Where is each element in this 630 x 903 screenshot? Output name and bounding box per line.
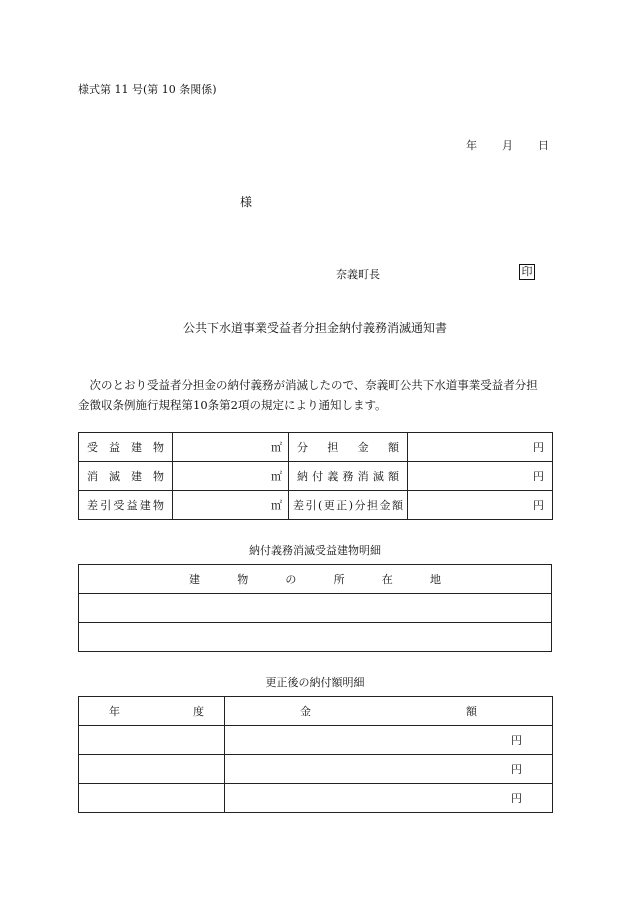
table-row: [79, 623, 552, 652]
yen-unit: 円: [533, 441, 544, 454]
location-cell[interactable]: [79, 623, 552, 652]
location-header: 建物の所在地: [79, 565, 552, 594]
table-row: [79, 784, 553, 813]
table-row: [79, 462, 553, 491]
amount-cell[interactable]: [408, 491, 553, 520]
table-row: [79, 594, 552, 623]
table-header-row: [79, 565, 552, 594]
form-number: 様式第 11 号(第 10 条関係): [78, 83, 217, 96]
year-cell[interactable]: [79, 784, 225, 813]
table-header-row: [79, 697, 553, 726]
summary-table: [78, 432, 553, 520]
date-day: 日: [538, 139, 549, 152]
area-unit: ㎡: [271, 499, 282, 512]
buildings-section-title: 納付義務消滅受益建物明細: [249, 544, 381, 557]
table-row: [79, 755, 553, 784]
body-line: 金徴収条例施行規程第10条第2項の規定により通知します。: [78, 398, 387, 412]
buildings-table: [78, 564, 552, 652]
amount-label: 納付義務消滅額: [289, 462, 408, 491]
yen-unit: 円: [511, 734, 522, 747]
body-line: 次のとおり受益者分担金の納付義務が消滅したので、奈義町公共下水道事業受益者分担: [78, 378, 538, 392]
seal-mark: 印: [519, 264, 535, 280]
amount-cell[interactable]: [225, 726, 553, 755]
amount-cell[interactable]: [408, 433, 553, 462]
year-cell[interactable]: [79, 726, 225, 755]
amount-label: 差引(更正)分担金額: [289, 491, 408, 520]
row-label: 受益建物: [79, 433, 173, 462]
area-cell[interactable]: [173, 433, 289, 462]
table-row: [79, 726, 553, 755]
year-cell[interactable]: [79, 755, 225, 784]
area-unit: ㎡: [271, 441, 282, 454]
date-year: 年: [466, 139, 477, 152]
payment-table: [78, 696, 553, 813]
table-row: [79, 433, 553, 462]
sender-name: 奈義町長: [336, 268, 380, 281]
payment-section-title: 更正後の納付額明細: [265, 676, 365, 689]
yen-unit: 円: [533, 499, 544, 512]
date-month: 月: [502, 139, 513, 152]
amount-cell[interactable]: [225, 784, 553, 813]
yen-unit: 円: [533, 470, 544, 483]
document-title: 公共下水道事業受益者分担金納付義務消滅通知書: [182, 321, 447, 335]
amount-cell[interactable]: [225, 755, 553, 784]
amount-cell[interactable]: [408, 462, 553, 491]
addressee-suffix: 様: [240, 195, 253, 209]
amount-header: 金額: [225, 697, 553, 726]
amount-label: 分担金額: [289, 433, 408, 462]
body-text: [78, 375, 552, 415]
area-unit: ㎡: [271, 470, 282, 483]
row-label: 差引受益建物: [79, 491, 173, 520]
area-cell[interactable]: [173, 491, 289, 520]
area-cell[interactable]: [173, 462, 289, 491]
location-cell[interactable]: [79, 594, 552, 623]
row-label: 消滅建物: [79, 462, 173, 491]
year-header: 年度: [79, 697, 225, 726]
table-row: [79, 491, 553, 520]
yen-unit: 円: [511, 763, 522, 776]
yen-unit: 円: [511, 792, 522, 805]
